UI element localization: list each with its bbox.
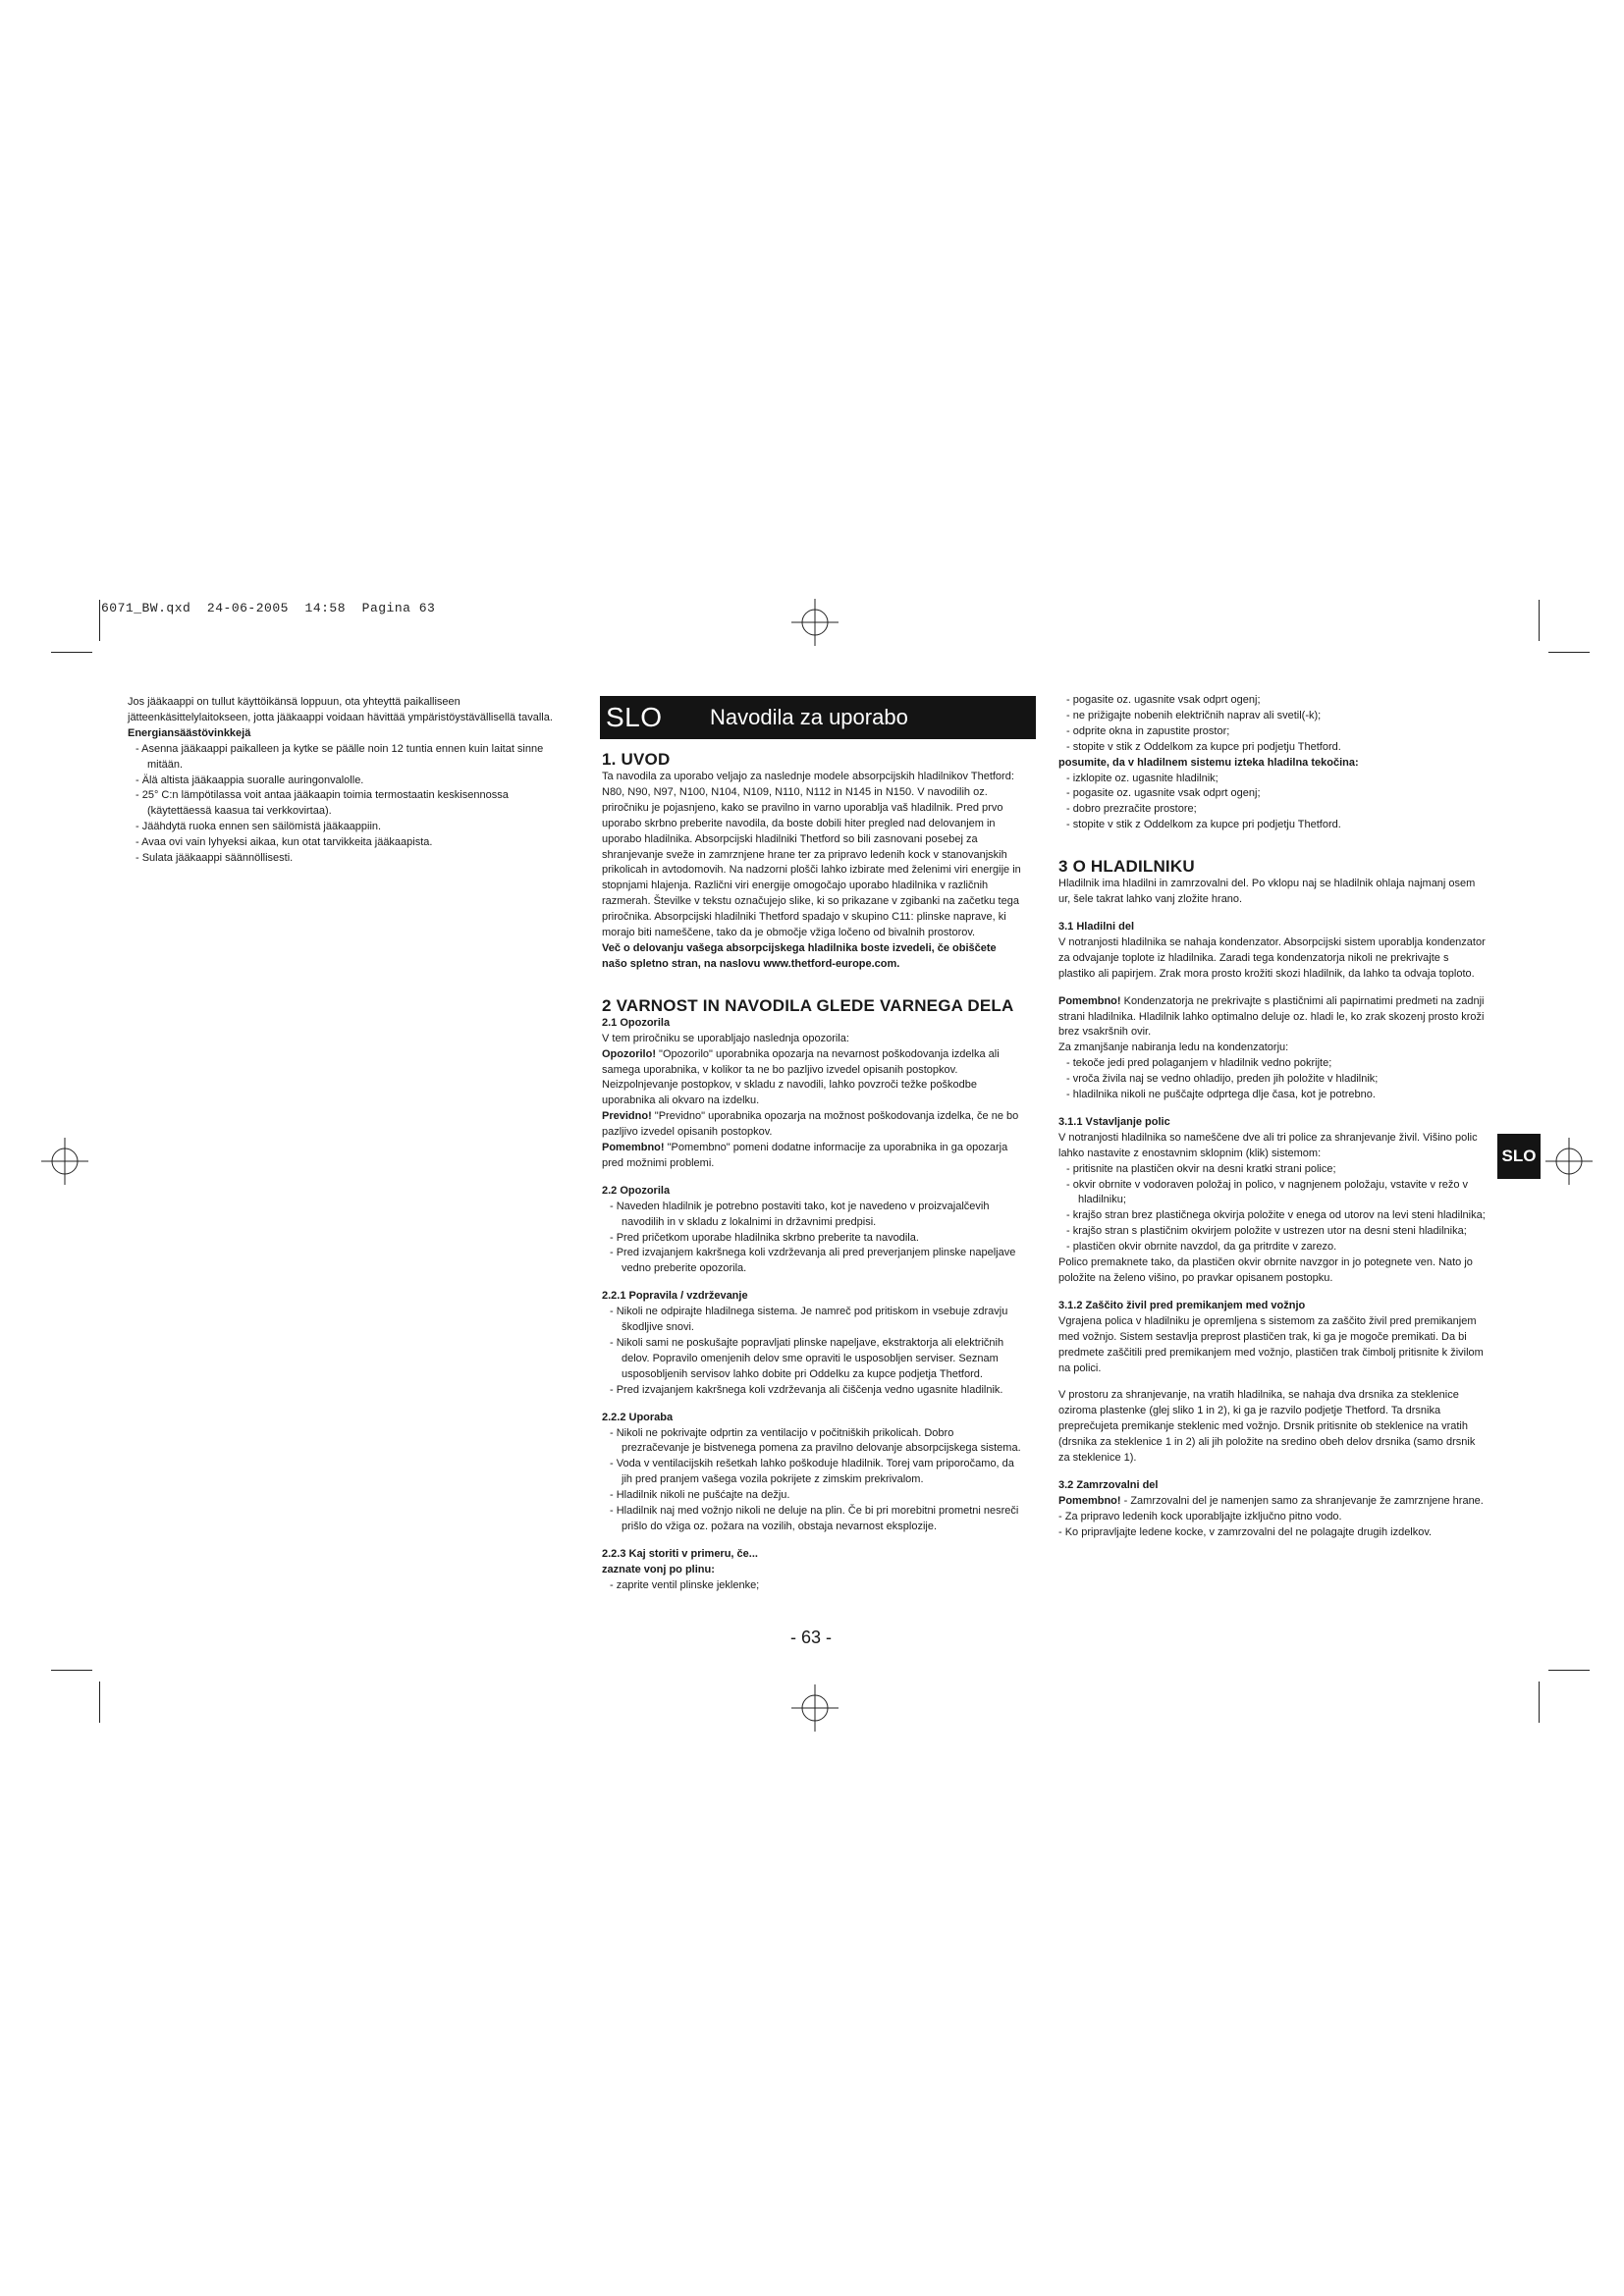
section-2-2-3-item: - zaprite ventil plinske jeklenke; xyxy=(610,1578,760,1591)
crop-mark-bottom-left-v xyxy=(99,1682,100,1723)
right-column xyxy=(1058,693,1487,1541)
left-list-item: - 25° C:n lämpötilassa voit antaa jääkaapin toimia termostaatin keskisennossa (käytettäessä kaasua tai verkkovirtaa). xyxy=(135,789,509,818)
gas-smell-item: - stopite v stik z Oddelkom za kupce pri podjetju Thetford. xyxy=(1066,740,1341,753)
left-list-item: - Jäähdytä ruoka ennen sen säilömistä jääkaappiin. xyxy=(135,821,382,833)
section-3-1-text: V notranjosti hladilnika se nahaja kondenzator. Absorpcijski sistem uporablja kondenzator za odvajanje toplote iz hladilnika. Zaradi tega kondenzatorja nikoli ne prekrivajte s plastiko ali papirjem. Zrak mora prosto krožiti skozi hladilnik, da lahko ta odvaja toploto. xyxy=(1058,935,1486,980)
section-3-1-1-text: V notranjosti hladilnika so nameščene dve ali tri police za shranjevanje živil. Višino polic lahko nastavite z enostavnim sklopnim (klik) sistemom: xyxy=(1058,1131,1478,1159)
left-heading: Energiansäästövinkkejä xyxy=(128,726,251,739)
section-3-1-1-heading: 3.1.1 Vstavljanje polic xyxy=(1058,1115,1170,1128)
ice-item: - vroča živila naj se vedno ohladijo, preden jih položite v hladilnik; xyxy=(1066,1073,1379,1086)
banner-title: Navodila za uporabo xyxy=(710,705,908,729)
warning-text: "Opozorilo" uporabnika opozarja na nevarnost poškodovanja izdelka ali samega uporabnika, v kolikor ta ne bo pazljivo izvedel opisanih postopkov. Neizpolnjevanje postopkov, v skladu z navodili, lahko povzroči težke poškodbe uporabnika ali okvaro na izdelku. xyxy=(602,1047,1000,1107)
caution-text: "Previdno" uporabnika opozarja na možnost poškodovanja izdelka, če ne bo pazljivo izvedel opisanih postopkov. xyxy=(602,1110,1019,1139)
section-3-1-ice-intro: Za zmanjšanje nabiranja ledu na kondenzatorju: xyxy=(1058,1041,1289,1054)
section-2-2-item: - Pred izvajanjem kakršnega koli vzdrževanja ali pred preverjanjem plinske napeljave vedno preberite opozorila. xyxy=(610,1247,1016,1275)
section-2-2-2-item: - Nikoli ne pokrivajte odprtin za ventilacijo v počitniških prikolicah. Dobro prezračevanje je bistvenega pomena za pravilno delovanje absorpcijskega sistema. xyxy=(610,1426,1021,1455)
crop-mark-top-right-v xyxy=(1539,600,1540,641)
section-2-2-item: - Naveden hladilnik je potrebno postaviti tako, kot je navedeno v proizvajalčevih navodilih in v skladu z lokalnimi in državnimi predpisi. xyxy=(610,1200,990,1228)
section-2-2-item: - Pred pričetkom uporabe hladilnika skrbno preberite ta navodila. xyxy=(610,1231,919,1244)
caution-label: Previdno! xyxy=(602,1110,652,1123)
section-3-heading: 3 O HLADILNIKU xyxy=(1058,857,1195,877)
important-paragraph xyxy=(602,1141,1022,1172)
language-tab: SLO xyxy=(1497,1134,1541,1179)
important-text: - Zamrzovalni del je namenjen samo za shranjevanje že zamrznjene hrane. xyxy=(1120,1494,1484,1507)
important-text: Kondenzatorja ne prekrivajte s plastičnimi ali papirnatimi predmeti na zadnji strani hladilnika. Hladilnik lahko optimalno deluje oz. hladi le, ko zrak skozenj prosto kroži brez vsakršnih ovir. xyxy=(1058,994,1485,1039)
shelf-item: - okvir obrnite v vodoraven položaj in polico, v nagnjenem položaju, vstavite v režo v hladilniku; xyxy=(1066,1178,1469,1206)
print-slug: 6071_BW.qxd 24-06-2005 14:58 Pagina 63 xyxy=(101,601,436,615)
registration-mark-top xyxy=(791,599,839,646)
crop-mark-top-right-h xyxy=(1548,652,1590,653)
section-2-1-intro: V tem priročniku se uporabljajo naslednja opozorila: xyxy=(602,1032,849,1044)
crop-mark-bottom-right-h xyxy=(1548,1670,1590,1671)
section-2-2-2-item: - Hladilnik naj med vožnjo nikoli ne deluje na plin. Če bi pri morebitni prometni nesreči prišlo do vžiga oz. požara na vozilih, obstaja nevarnost eksplozije. xyxy=(610,1505,1019,1532)
section-2-2-2-item: - Hladilnik nikoli ne pušćajte na dežju. xyxy=(610,1489,790,1502)
left-list-item: - Älä altista jääkaappia suoralle auringonvalolle. xyxy=(135,774,364,786)
crop-mark-bottom-left-h xyxy=(51,1670,92,1671)
section-3-1-heading: 3.1 Hladilni del xyxy=(1058,920,1135,933)
important-text: "Pomembno" pomeni dodatne informacije za uporabnika in ga opozarja pred možnimi problemi. xyxy=(602,1142,1008,1169)
section-3-1-2-text: Vgrajena polica v hladilniku je opremljena s sistemom za zaščito živil pred premikanjem med vožnjo. Sistem sestavlja preprost plastičen trak, ki ga je mogoče premikati. Da bi predmete zaščitili pred premikanjem med vožnjo, plastičen trak čimbolj pritisnite k živilom na polici. xyxy=(1058,1314,1484,1374)
section-2-2-2-item: - Voda v ventilacijskih rešetkah lahko poškoduje hladilnik. Torej vam priporočamo, da jih pred pranjem vašega vozila pokrijete z zimskim prekrivalom. xyxy=(610,1458,1014,1486)
section-3-1-2-text-2: V prostoru za shranjevanje, na vratih hladilnika, se nahaja dva drsnika za steklenice oziroma plastenke (glej sliko 1 in 2), ki ga je razvilo podjetje Thetford. Ta drsnika preprečujeta premikanje steklenic med vožnjo. Drsnik pritisnite ob steklenice na vratih (drsnika za steklenice 1 in 2) ali jih položite na sredino obeh delov drsnika (samo drsnik za steklenice 1). xyxy=(1058,1389,1476,1465)
important-label: Pomembno! xyxy=(1058,1494,1121,1507)
caution-paragraph xyxy=(602,1109,1022,1141)
section-3-1-1-after: Polico premaknete tako, da plastičen okvir obrnite navzgor in jo potegnete ven. Nato jo položite na želeno višino, po pravkar opisanem postopku. xyxy=(1058,1256,1473,1284)
section-1-heading: 1. UVOD xyxy=(602,750,671,769)
left-intro: Jos jääkaappi on tullut käyttöikänsä loppuun, ota yhteyttä paikalliseen jätteenkäsittelylaitokseen, jotta jääkaappi voidaan hävittää ympäristöystävällisellä tavalla. xyxy=(128,696,553,723)
gas-smell-item: - ne prižigajte nobenih električnih naprav ali svetil(-k); xyxy=(1066,709,1322,721)
registration-mark-left xyxy=(41,1138,88,1185)
warning-label: Opozorilo! xyxy=(602,1047,656,1060)
leak-heading: posumite, da v hladilnem sistemu izteka hladilna tekočina: xyxy=(1058,756,1359,769)
section-3-2-heading: 3.2 Zamrzovalni del xyxy=(1058,1478,1159,1491)
leak-item: - pogasite oz. ugasnite vsak odprt ogenj; xyxy=(1066,787,1261,800)
section-3-1-note xyxy=(1058,994,1487,1041)
section-2-2-1-item: - Pred izvajanjem kakršnega koli vzdrževanja ali čiščenja vedno ugasnite hladilnik. xyxy=(610,1383,1003,1396)
important-label: Pomembno! xyxy=(602,1142,665,1154)
freezer-item: - Ko pripravljajte ledene kocke, v zamrzovalni del ne polagajte drugih izdelkov. xyxy=(1058,1525,1433,1538)
leak-item: - stopite v stik z Oddelkom za kupce pri podjetju Thetford. xyxy=(1066,819,1341,831)
registration-mark-right xyxy=(1545,1138,1593,1185)
registration-mark-bottom xyxy=(791,1684,839,1732)
gas-smell-item: - pogasite oz. ugasnite vsak odprt ogenj; xyxy=(1066,694,1261,706)
page-number: - 63 - xyxy=(790,1628,833,1647)
warning-paragraph xyxy=(602,1047,1022,1110)
leak-item: - dobro prezračite prostore; xyxy=(1066,803,1197,816)
ice-item: - tekoče jedi pred polaganjem v hladilnik vedno pokrijte; xyxy=(1066,1057,1332,1070)
middle-column xyxy=(602,740,1022,1594)
leak-item: - izklopite oz. ugasnite hladilnik; xyxy=(1066,772,1218,784)
section-2-heading: 2 VARNOST IN NAVODILA GLEDE VARNEGA DELA xyxy=(602,995,1014,1015)
section-2-2-1-item: - Nikoli ne odpirajte hladilnega sistema. Je namreč pod pritiskom in vsebuje zdravju škodljive snovi. xyxy=(610,1306,1008,1334)
shelf-item: - krajšo stran s plastičnim okvirjem položite v ustrezen utor na desni steni hladilnika; xyxy=(1066,1225,1467,1238)
section-3-2-note xyxy=(1058,1494,1487,1510)
section-2-2-1-item: - Nikoli sami ne poskušajte popravljati plinske napeljave, ekstraktorja ali električnih delov. Popravilo omenjenih delov sme opraviti le usposobljen serviser. Seznam usposobljenih servisov lahko dobite pri Oddelku za kupce podjetja Thetford. xyxy=(610,1337,1004,1380)
section-2-2-2-heading: 2.2.2 Uporaba xyxy=(602,1411,674,1423)
section-2-2-3-heading: 2.2.3 Kaj storiti v primeru, če... xyxy=(602,1547,758,1560)
left-list-item: - Sulata jääkaappi säännöllisesti. xyxy=(135,852,294,865)
section-1-text: Ta navodila za uporabo veljajo za naslednje modele absorpcijskih hladilnikov Thetford: N80, N90, N97, N100, N104, N109, N110, N112 in N145 in N150. V navodilih oz. priročniku je pojasnjeno, kako se pravilno in varno uporablja vaš hladilnik. Pred prvo uporabo skrbno preberite navodila, da boste dobili hiter pregled nad delovanjem in uporabo hladilnika. Absorpcijski hladilniki Thetford so bili zasnovani posebej za shranjevanje sveže in zamrznjene hrane ter za pripravo ledenih kock v stanovanjskih prikolicah in avtodomovih. Na nadzorni plošči lahko izbirate med želenimi viri energije in stopnjami hlajenja. Različni viri energije omogočajo uporabo hladilnika v različnih razmerah. Številke v tekstu označujejo slike, ki so prikazane v zgibanki na začetku tega priročnika. Absorpcijski hladilniki Thetford spadajo v skupino C11: plinske naprave, ki morajo biti nameščene, tako da je območje vžiga ločeno od bivalnih prostorov. xyxy=(602,771,1021,939)
shelf-item: - pritisnite na plastičen okvir na desni kratki strani police; xyxy=(1066,1162,1336,1175)
shelf-item: - plastičen okvir obrnite navzdol, da ga pritrdite v zarezo. xyxy=(1066,1241,1337,1254)
ice-item: - hladilnika nikoli ne puščajte odprtega dlje časa, kot je potrebno. xyxy=(1066,1089,1376,1101)
section-banner xyxy=(600,696,1036,739)
shelf-item: - krajšo stran brez plastičnega okvirja položite v enega od utorov na levi steni hladilnika; xyxy=(1066,1209,1486,1222)
section-3-intro: Hladilnik ima hladilni in zamrzovalni del. Po vklopu naj se hladilnik ohlaja najmanj osem ur, šele takrat lahko vanj zložite hrano. xyxy=(1058,878,1476,906)
section-1-website-note: Več o delovanju vašega absorpcijskega hladilnika boste izvedeli, če obiščete našo spletno stran, na naslovu www.thetford-europe.com. xyxy=(602,941,997,970)
freezer-item: - Za pripravo ledenih kock uporabljajte izključno pitno vodo. xyxy=(1058,1510,1342,1522)
section-2-2-1-heading: 2.2.1 Popravila / vzdrževanje xyxy=(602,1290,748,1303)
crop-mark-bottom-right-v xyxy=(1539,1682,1540,1723)
banner-language-code: SLO xyxy=(606,702,663,732)
section-3-1-2-heading: 3.1.2 Zaščito živil pred premikanjem med vožnjo xyxy=(1058,1299,1306,1311)
left-list-item: - Avaa ovi vain lyhyeksi aikaa, kun otat tarvikkeita jääkaapista. xyxy=(135,836,433,849)
important-label: Pomembno! xyxy=(1058,994,1121,1007)
gas-smell-item: - odprite okna in zapustite prostor; xyxy=(1066,724,1230,737)
section-2-2-heading: 2.2 Opozorila xyxy=(602,1184,671,1197)
crop-mark-top-left-h xyxy=(51,652,92,653)
section-2-2-3-subheading: zaznate vonj po plinu: xyxy=(602,1563,715,1575)
section-2-1-heading: 2.1 Opozorila xyxy=(602,1016,671,1029)
crop-mark-top-left-v xyxy=(99,600,100,641)
left-column xyxy=(128,695,558,867)
left-list-item: - Asenna jääkaappi paikalleen ja kytke se päälle noin 12 tuntia ennen kuin laitat sinne mitään. xyxy=(135,742,544,771)
